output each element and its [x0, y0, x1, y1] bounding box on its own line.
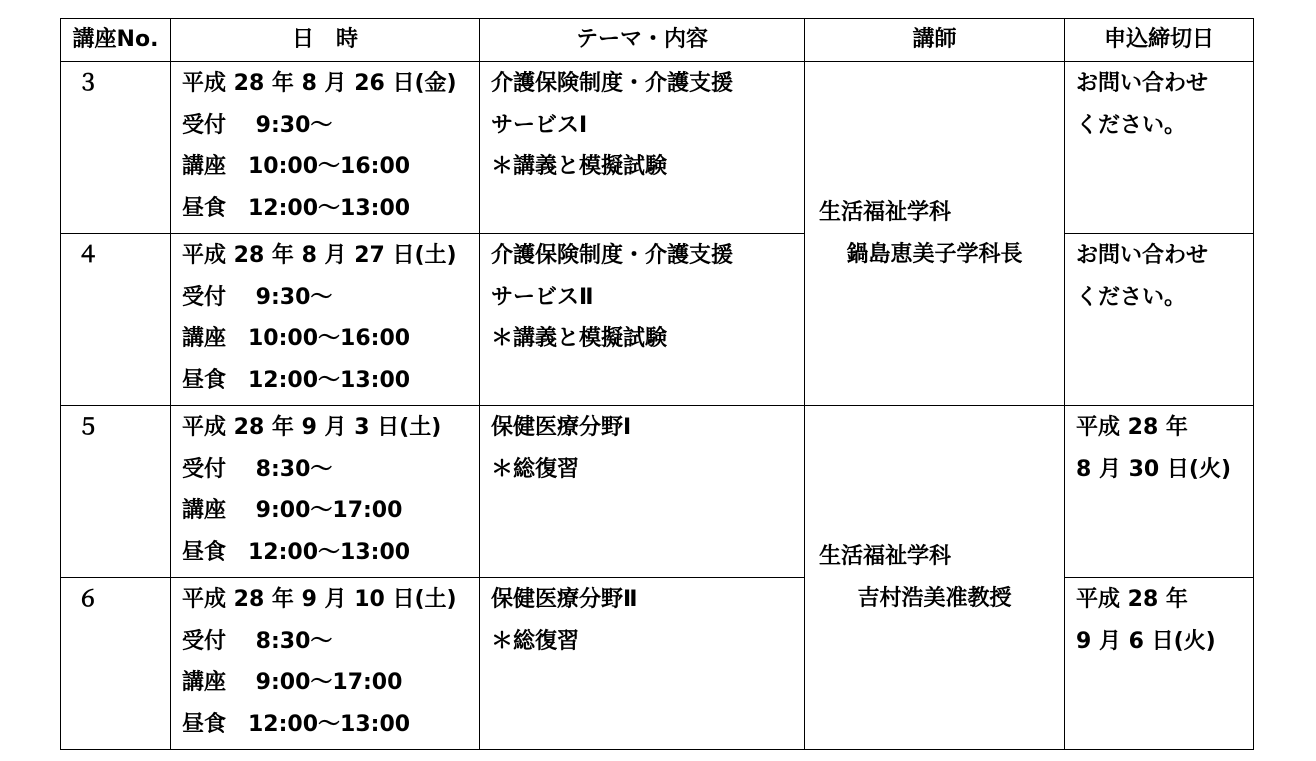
- theme-cell: [480, 578, 805, 750]
- header-instructor: 講師: [805, 19, 1065, 62]
- deadline-cell: [1065, 234, 1254, 406]
- lunch-time: 昼食 12:00～13:00: [182, 367, 411, 393]
- deadline-date: 9 月 6 日(火): [1076, 628, 1216, 654]
- theme-title: 介護保険制度・介護支援: [491, 71, 734, 96]
- course-date: 平成 28 年 9 月 10 日(土): [182, 587, 457, 612]
- datetime-cell: [171, 578, 480, 750]
- theme-cell: [480, 406, 805, 578]
- table-row: [61, 406, 1254, 578]
- header-course-no: 講座No.: [61, 19, 171, 62]
- instructor-cell: [805, 406, 1065, 750]
- datetime-cell: [171, 234, 480, 406]
- course-no-cell: [61, 406, 171, 578]
- course-no: ５: [77, 415, 100, 440]
- deadline-text: お問い合わせ: [1076, 71, 1209, 96]
- deadline-text-cont: ください。: [1076, 112, 1187, 138]
- lunch-time: 昼食 12:00～13:00: [182, 195, 411, 221]
- course-no-cell: [61, 234, 171, 406]
- lecture-time: 講座 10:00～16:00: [182, 326, 411, 351]
- table-header-row: [61, 19, 1254, 62]
- reception-time: 受付 9:30～: [182, 112, 333, 138]
- reception-time: 受付 8:30～: [182, 456, 333, 482]
- deadline-cell: [1065, 578, 1254, 750]
- deadline-text-cont: ください。: [1076, 284, 1187, 310]
- theme-note: ＊総復習: [491, 456, 580, 482]
- theme-title: 介護保険制度・介護支援: [491, 243, 734, 268]
- lecture-time: 講座 9:00～17:00: [182, 498, 403, 523]
- deadline-year: 平成 28 年: [1076, 415, 1188, 440]
- reception-time: 受付 9:30～: [182, 284, 333, 310]
- theme-title-cont: サービスⅡ: [491, 284, 594, 310]
- deadline-text: お問い合わせ: [1076, 243, 1209, 268]
- header-theme: テーマ・内容: [480, 19, 805, 62]
- deadline-cell: [1065, 406, 1254, 578]
- theme-title-cont: サービスⅠ: [491, 112, 588, 138]
- theme-note: ＊総復習: [491, 628, 580, 654]
- theme-title: 保健医療分野Ⅰ: [491, 415, 632, 440]
- instructor-name: 吉村浩美准教授: [857, 585, 1012, 611]
- lecture-time: 講座 9:00～17:00: [182, 670, 403, 695]
- lecture-time: 講座 10:00～16:00: [182, 154, 411, 179]
- header-datetime: 日 時: [171, 19, 480, 62]
- instructor-cell: [805, 62, 1065, 406]
- deadline-year: 平成 28 年: [1076, 587, 1188, 612]
- table-row: [61, 234, 1254, 406]
- table-row: [61, 578, 1254, 750]
- deadline-date: 8 月 30 日(火): [1076, 456, 1232, 482]
- course-no-cell: [61, 578, 171, 750]
- course-no-cell: [61, 62, 171, 234]
- instructor-dept: 生活福祉学科: [819, 200, 952, 225]
- instructor-dept: 生活福祉学科: [819, 544, 952, 569]
- theme-note: ＊講義と模擬試験: [491, 326, 668, 351]
- course-date: 平成 28 年 9 月 3 日(土): [182, 415, 442, 440]
- theme-title: 保健医療分野Ⅱ: [491, 587, 638, 612]
- course-no: ６: [77, 587, 100, 612]
- course-schedule-table: [60, 18, 1254, 750]
- course-no: ４: [77, 243, 100, 268]
- reception-time: 受付 8:30～: [182, 628, 333, 654]
- theme-note: ＊講義と模擬試験: [491, 154, 668, 179]
- course-date: 平成 28 年 8 月 26 日(金): [182, 71, 457, 96]
- table-row: [61, 62, 1254, 234]
- theme-cell: [480, 234, 805, 406]
- datetime-cell: [171, 62, 480, 234]
- datetime-cell: [171, 406, 480, 578]
- header-deadline: 申込締切日: [1065, 19, 1254, 62]
- course-no: ３: [77, 71, 100, 96]
- theme-cell: [480, 62, 805, 234]
- lunch-time: 昼食 12:00～13:00: [182, 711, 411, 737]
- deadline-cell: [1065, 62, 1254, 234]
- instructor-name: 鍋島恵美子学科長: [846, 241, 1023, 267]
- lunch-time: 昼食 12:00～13:00: [182, 539, 411, 565]
- course-date: 平成 28 年 8 月 27 日(土): [182, 243, 457, 268]
